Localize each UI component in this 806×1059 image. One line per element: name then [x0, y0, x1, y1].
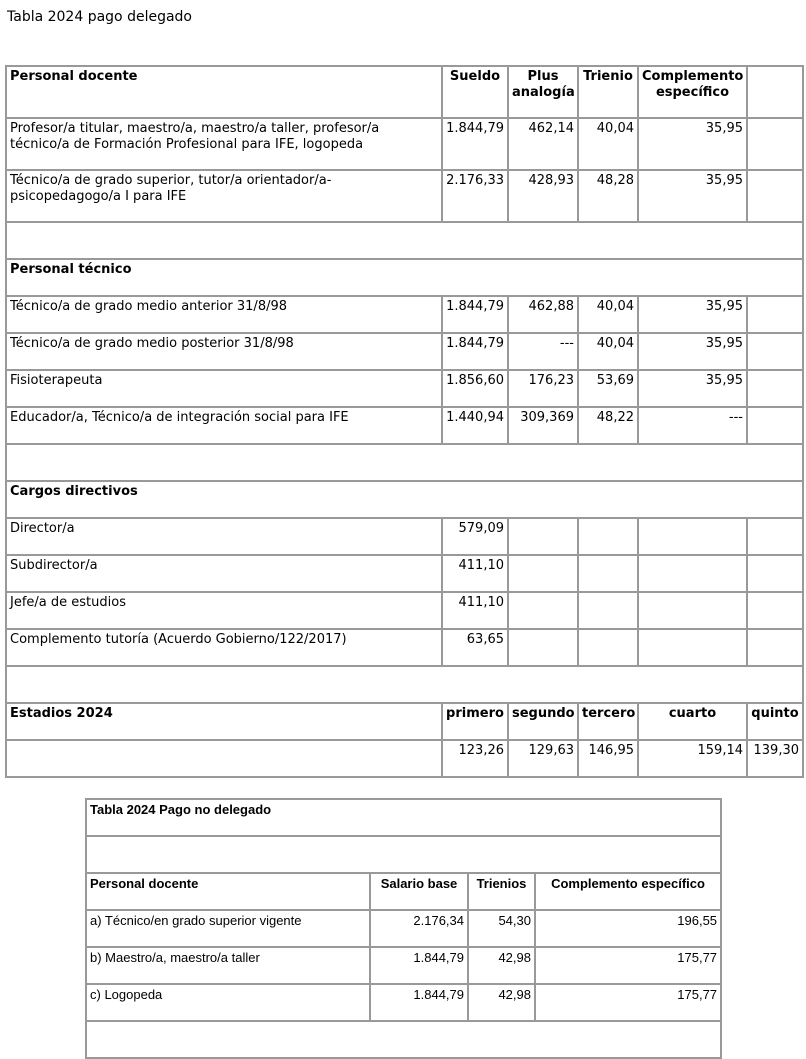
cell-trienio: 48,28	[579, 171, 639, 223]
cell-quinto: 139,30	[748, 741, 804, 778]
cell-empty	[639, 556, 748, 593]
cell-complemento: ---	[639, 408, 748, 445]
row-label: a) Técnico/en grado superior vigente	[87, 911, 371, 948]
cell-empty	[748, 519, 804, 556]
spacer-cell	[87, 837, 722, 874]
cell-extra	[748, 297, 804, 334]
spacer-row	[7, 223, 804, 260]
section-personal-tecnico: Personal técnico	[7, 260, 804, 297]
row-label: Fisioterapeuta	[7, 371, 443, 408]
cell-empty	[579, 593, 639, 630]
row-label: Técnico/a de grado medio posterior 31/8/98	[7, 334, 443, 371]
cell-empty	[639, 519, 748, 556]
header-trienio: Trienio	[579, 67, 639, 119]
cell-complemento: 35,95	[639, 334, 748, 371]
cell-empty	[748, 630, 804, 667]
cell-trienio: 40,04	[579, 334, 639, 371]
cell-plus: 462,88	[509, 297, 579, 334]
cell-empty	[579, 556, 639, 593]
page-title: Tabla 2024 pago delegado	[7, 9, 192, 25]
section-row	[7, 260, 804, 297]
cell-trienios: 42,98	[469, 985, 536, 1022]
header-sueldo: Sueldo	[443, 67, 509, 119]
cell-trienios: 54,30	[469, 911, 536, 948]
table-row	[7, 593, 804, 630]
table-row	[7, 408, 804, 445]
header-tercero: tercero	[579, 704, 639, 741]
header-row	[7, 67, 804, 119]
cell-complemento: 35,95	[639, 119, 748, 171]
header-primero: primero	[443, 704, 509, 741]
spacer-row	[7, 445, 804, 482]
header-category: Personal docente	[87, 874, 371, 911]
table-row	[7, 119, 804, 171]
table-row	[87, 985, 722, 1022]
cell-empty	[579, 630, 639, 667]
spacer-cell	[7, 223, 804, 260]
cell-salario: 2.176,34	[371, 911, 469, 948]
row-label: b) Maestro/a, maestro/a taller	[87, 948, 371, 985]
spacer-row	[7, 667, 804, 704]
cell-extra	[748, 371, 804, 408]
cell-empty	[509, 556, 579, 593]
cell-empty	[579, 519, 639, 556]
cell-empty	[509, 593, 579, 630]
header-quinto: quinto	[748, 704, 804, 741]
row-label: Subdirector/a	[7, 556, 443, 593]
cell-value: 411,10	[443, 593, 509, 630]
cell-trienios: 42,98	[469, 948, 536, 985]
header-plus-analogia: Plus analogía	[509, 67, 579, 119]
section-row	[7, 482, 804, 519]
cell-empty	[748, 556, 804, 593]
spacer-cell	[7, 445, 804, 482]
header-cuarto: cuarto	[639, 704, 748, 741]
header-salario-base: Salario base	[371, 874, 469, 911]
row-label: Profesor/a titular, maestro/a, maestro/a taller, profesor/a técnico/a de Formación Profesional para IFE, logopeda	[7, 119, 443, 171]
cell-complemento: 35,95	[639, 297, 748, 334]
cell-sueldo: 1.844,79	[443, 119, 509, 171]
cell-extra	[748, 408, 804, 445]
cell-complemento: 35,95	[639, 171, 748, 223]
cell-extra	[748, 171, 804, 223]
table-row	[7, 371, 804, 408]
cell-complemento: 175,77	[536, 948, 722, 985]
table-pago-delegado	[5, 65, 804, 778]
cell-value: 579,09	[443, 519, 509, 556]
header-category: Personal docente	[7, 67, 443, 119]
cell-salario: 1.844,79	[371, 948, 469, 985]
cell-trienio: 40,04	[579, 119, 639, 171]
header-trienios: Trienios	[469, 874, 536, 911]
header-complemento-especifico: Complemento específico	[639, 67, 748, 119]
header-complemento-especifico: Complemento específico	[536, 874, 722, 911]
spacer-row	[87, 837, 722, 874]
cell-trienio: 53,69	[579, 371, 639, 408]
table-title: Tabla 2024 Pago no delegado	[87, 800, 722, 837]
cell-empty	[639, 593, 748, 630]
cell-empty	[639, 630, 748, 667]
cell-sueldo: 1.856,60	[443, 371, 509, 408]
table-pago-no-delegado	[85, 798, 722, 1059]
table-row	[7, 630, 804, 667]
cell-plus: 428,93	[509, 171, 579, 223]
spacer-row	[87, 1022, 722, 1059]
cell-plus: 309,369	[509, 408, 579, 445]
cell-segundo: 129,63	[509, 741, 579, 778]
cell-value: 411,10	[443, 556, 509, 593]
cell-plus: ---	[509, 334, 579, 371]
cell-cuarto: 159,14	[639, 741, 748, 778]
header-segundo: segundo	[509, 704, 579, 741]
header-empty	[748, 67, 804, 119]
cell-value: 63,65	[443, 630, 509, 667]
cell-trienio: 40,04	[579, 297, 639, 334]
estadios-values-row	[7, 741, 804, 778]
cell-complemento: 175,77	[536, 985, 722, 1022]
table-row	[7, 334, 804, 371]
cell-complemento: 196,55	[536, 911, 722, 948]
row-label: Jefe/a de estudios	[7, 593, 443, 630]
cell-tercero: 146,95	[579, 741, 639, 778]
row-label: Complemento tutoría (Acuerdo Gobierno/122/2017)	[7, 630, 443, 667]
row-label: c) Logopeda	[87, 985, 371, 1022]
cell-sueldo: 1.844,79	[443, 297, 509, 334]
cell-plus: 462,14	[509, 119, 579, 171]
cell-empty	[509, 519, 579, 556]
cell-empty	[748, 593, 804, 630]
cell-trienio: 48,22	[579, 408, 639, 445]
cell-empty	[509, 630, 579, 667]
cell-complemento: 35,95	[639, 371, 748, 408]
table-row	[7, 297, 804, 334]
row-label: Director/a	[7, 519, 443, 556]
cell-sueldo: 1.844,79	[443, 334, 509, 371]
section-cargos-directivos: Cargos directivos	[7, 482, 804, 519]
header-row	[87, 874, 722, 911]
cell-extra	[748, 334, 804, 371]
cell-extra	[748, 119, 804, 171]
cell-sueldo: 2.176,33	[443, 171, 509, 223]
cell-plus: 176,23	[509, 371, 579, 408]
table-row	[7, 519, 804, 556]
cell-empty	[7, 741, 443, 778]
table-row	[7, 171, 804, 223]
title-row	[87, 800, 722, 837]
table-row	[87, 911, 722, 948]
spacer-cell	[87, 1022, 722, 1059]
cell-sueldo: 1.440,94	[443, 408, 509, 445]
estadios-label: Estadios 2024	[7, 704, 443, 741]
estadios-header-row	[7, 704, 804, 741]
row-label: Técnico/a de grado medio anterior 31/8/98	[7, 297, 443, 334]
spacer-cell	[7, 667, 804, 704]
table-row	[7, 556, 804, 593]
cell-primero: 123,26	[443, 741, 509, 778]
table-row	[87, 948, 722, 985]
row-label: Educador/a, Técnico/a de integración social para IFE	[7, 408, 443, 445]
cell-salario: 1.844,79	[371, 985, 469, 1022]
row-label: Técnico/a de grado superior, tutor/a orientador/a-psicopedagogo/a I para IFE	[7, 171, 443, 223]
